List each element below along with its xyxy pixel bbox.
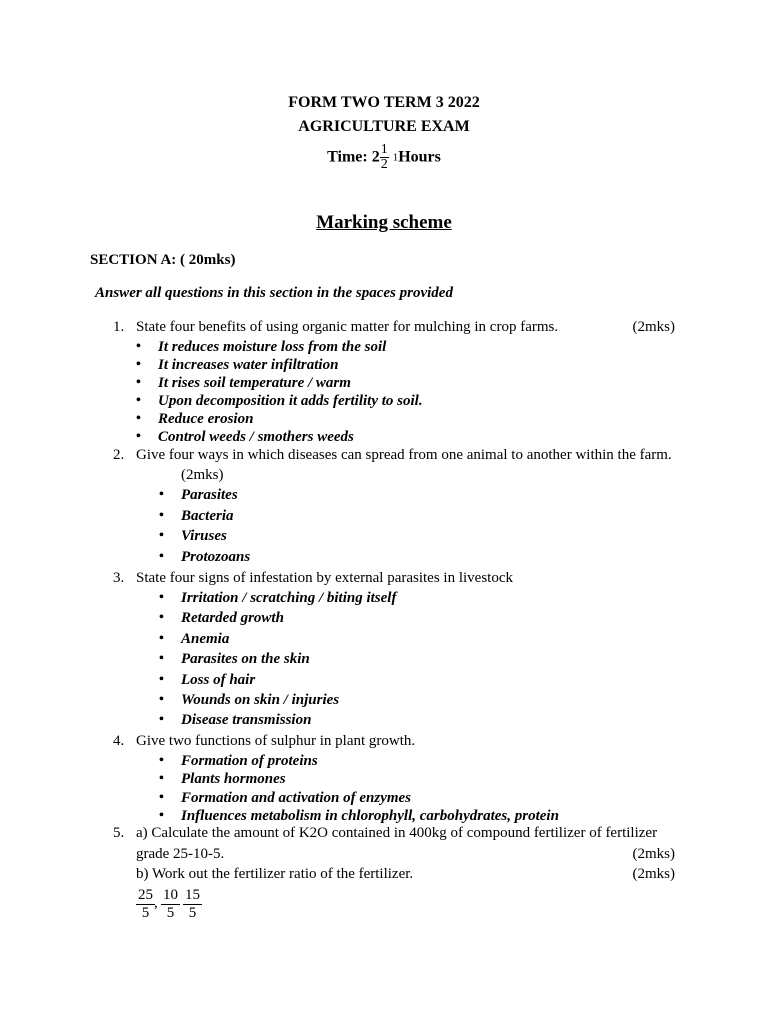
question-1-answer: • It rises soil temperature / warm <box>158 375 351 392</box>
exam-title-line1: FORM TWO TERM 3 2022 <box>288 94 480 111</box>
section-heading: SECTION A: ( 20mks) <box>90 252 236 268</box>
question-3-answer: • Anemia <box>181 631 229 648</box>
question-4-answer: • Plants hormones <box>181 771 286 788</box>
exam-title-line2: AGRICULTURE EXAM <box>298 118 470 135</box>
time-fraction <box>380 143 389 172</box>
fraction-denominator: 5 <box>188 905 197 921</box>
question-5b-text: b) Work out the fertilizer ratio of the fertilizer. <box>136 866 414 882</box>
question-2-number: 2. <box>113 447 125 463</box>
question-5b-marks: (2mks) <box>632 866 675 882</box>
question-2-marks: (2mks) <box>181 467 224 483</box>
time-fraction-den: 2 <box>380 157 388 172</box>
question-3-answer: • Disease transmission <box>181 712 311 729</box>
question-5a-marks: (2mks) <box>632 846 675 862</box>
question-2-answer: • Parasites <box>181 487 238 504</box>
ratio-fraction <box>161 887 180 922</box>
fraction-numerator: 10 <box>163 887 178 903</box>
time-small: 1 <box>392 151 399 164</box>
question-4-number: 4. <box>113 733 125 749</box>
question-3-text: State four signs of infestation by external parasites in livestock <box>136 570 513 586</box>
question-3-number: 3. <box>113 570 125 586</box>
question-1-answer: • It increases water infiltration <box>158 357 338 374</box>
question-3-answer: • Irritation / scratching / biting itself <box>181 590 396 607</box>
question-1-answer: • Control weeds / smothers weeds <box>158 429 354 446</box>
question-1-answer: • Reduce erosion <box>158 411 253 428</box>
question-3-answer: • Retarded growth <box>181 610 284 627</box>
question-3-answer: • Wounds on skin / injuries <box>181 692 339 709</box>
fraction-denominator: 5 <box>141 905 150 921</box>
fraction-denominator: 5 <box>166 905 175 921</box>
section-instruction: Answer all questions in this section in the spaces provided <box>95 285 453 301</box>
question-5-number: 5. <box>113 825 125 841</box>
question-4-text: Give two functions of sulphur in plant growth. <box>136 733 416 749</box>
ratio-fraction <box>183 887 202 922</box>
question-1-answer: • Upon decomposition it adds fertility to soil. <box>158 393 423 410</box>
time-fraction-num: 1 <box>380 142 388 157</box>
question-2-answer: • Viruses <box>181 528 227 545</box>
question-4-answer: • Influences metabolism in chlorophyll, carbohydrates, protein <box>181 808 559 825</box>
question-3-answer: • Loss of hair <box>181 672 255 689</box>
question-5a-text: a) Calculate the amount of K2O contained in 400kg of compound fertilizer of fertilizer <box>136 825 658 841</box>
question-1-marks: (2mks) <box>632 319 675 335</box>
question-4-answer: • Formation and activation of enzymes <box>181 790 411 807</box>
fraction-numerator: 15 <box>185 887 200 903</box>
question-3-answer: • Parasites on the skin <box>181 651 310 668</box>
question-2-text: Give four ways in which diseases can spread from one animal to another within the farm. <box>136 447 672 463</box>
question-5a-text-cont: grade 25-10-5. <box>136 846 225 862</box>
question-2-answer: • Protozoans <box>181 549 250 566</box>
question-1-answer: • It reduces moisture loss from the soil <box>158 339 386 356</box>
fraction-separator: , <box>154 895 158 911</box>
question-2-answer: • Bacteria <box>181 508 234 525</box>
question-1-number: 1. <box>113 319 125 335</box>
time-unit: Hours <box>398 148 441 166</box>
exam-time <box>0 143 768 179</box>
ratio-fraction <box>136 887 155 922</box>
fraction-numerator: 25 <box>138 887 153 903</box>
question-4-answer: • Formation of proteins <box>181 753 318 770</box>
time-label: Time: 2 <box>327 148 380 166</box>
question-1-text: State four benefits of using organic matter for mulching in crop farms. <box>136 319 559 335</box>
marking-scheme-title: Marking scheme <box>316 212 452 233</box>
